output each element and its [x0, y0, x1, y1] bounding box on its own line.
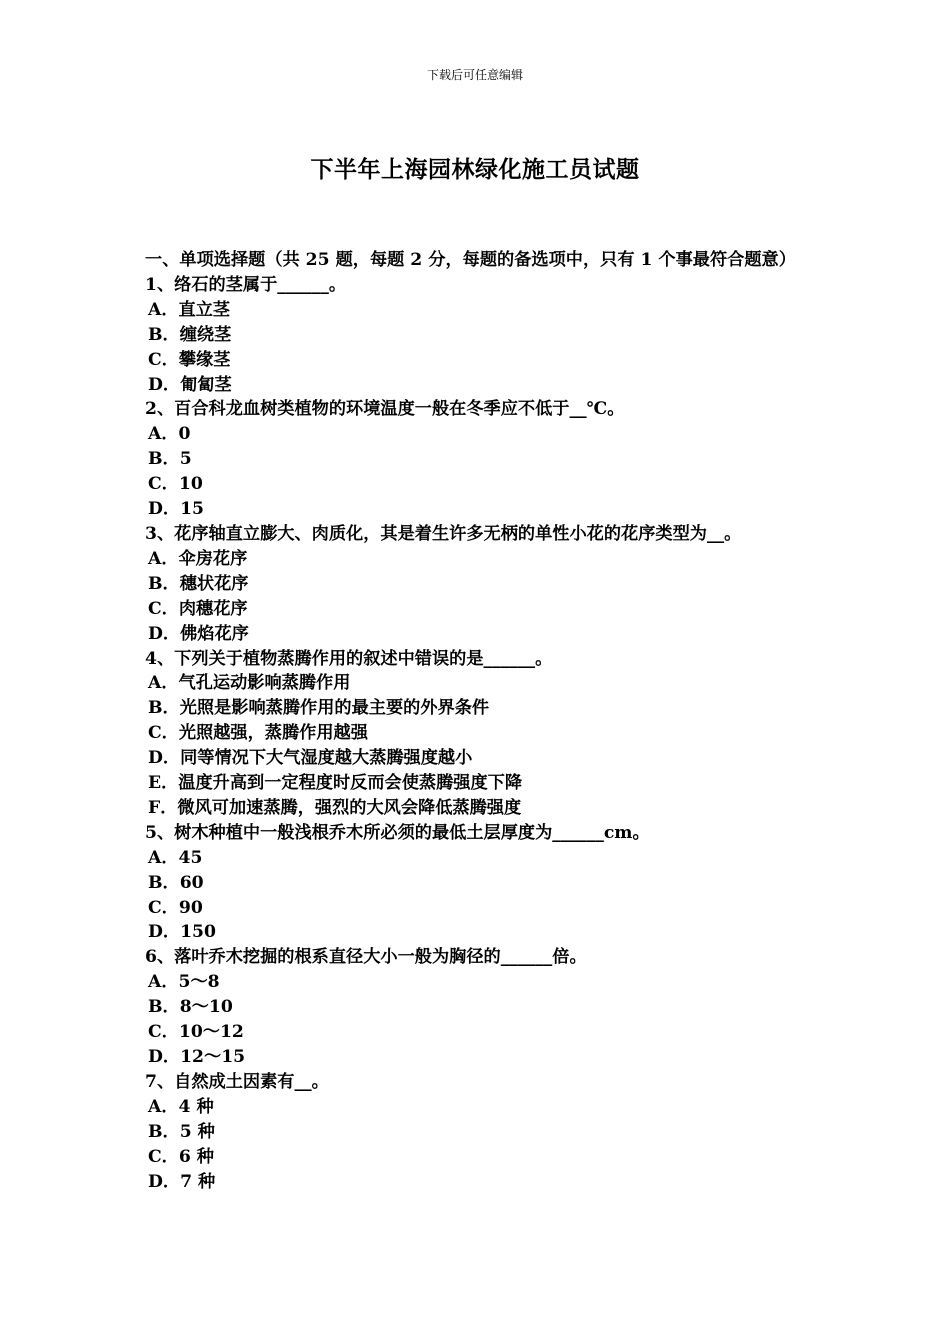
answer-option: D．匍匐茎 — [148, 374, 232, 395]
question-stem: 1、络石的茎属于______。 — [145, 274, 347, 295]
answer-option: D．同等情况下大气湿度越大蒸腾强度越小 — [148, 748, 473, 769]
question-stem: 6、落叶乔木挖掘的根系直径大小一般为胸径的______倍。 — [145, 947, 587, 968]
answer-option: D．佛焰花序 — [148, 623, 249, 644]
answer-option: B．5 种 — [148, 1121, 215, 1142]
question-item — [145, 273, 815, 398]
answer-option: F．微风可加速蒸腾，强烈的大风会降低蒸腾强度 — [148, 797, 522, 818]
question-stem: 2、百合科龙血树类植物的环境温度一般在冬季应不低于__℃。 — [145, 399, 625, 420]
question-item — [145, 647, 815, 821]
question-item — [145, 821, 815, 946]
question-item — [145, 397, 815, 522]
answer-option: C．90 — [148, 897, 203, 918]
document-body — [145, 248, 815, 1194]
question-item — [145, 945, 815, 1070]
question-stem: 7、自然成土因素有__。 — [145, 1071, 329, 1092]
answer-option: A．气孔运动影响蒸腾作用 — [148, 673, 351, 694]
answer-option: B．穗状花序 — [148, 573, 249, 594]
answer-option: C．攀缘茎 — [148, 349, 231, 370]
answer-option: B．缠绕茎 — [148, 324, 232, 345]
answer-option: E．温度升高到一定程度时反而会使蒸腾强度下降 — [148, 773, 523, 794]
answer-option: C．10 — [148, 474, 203, 495]
answer-option: A．伞房花序 — [148, 548, 248, 569]
answer-option: A．0 — [148, 424, 191, 445]
answer-option: C．10～12 — [148, 1022, 244, 1043]
answer-option: C．光照越强，蒸腾作用越强 — [148, 723, 368, 744]
answer-option: D．12～15 — [148, 1047, 246, 1067]
answer-option: D．15 — [148, 499, 205, 520]
header-note: 下载后可任意编辑 — [426, 68, 523, 82]
question-item — [145, 1070, 815, 1195]
answer-option: B．60 — [148, 872, 204, 893]
document-title: 下半年上海园林绿化施工员试题 — [310, 156, 640, 183]
question-item — [145, 522, 815, 647]
answer-option: A．4 种 — [148, 1096, 214, 1117]
question-list — [145, 273, 815, 1195]
answer-option: B．8～10 — [148, 997, 233, 1018]
section-heading: 一、单项选择题（共 25 题，每题 2 分，每题的备选项中，只有 1 个事最符合题意） — [145, 250, 796, 270]
answer-option: B．光照是影响蒸腾作用的最主要的外界条件 — [148, 698, 490, 719]
answer-option: A．直立茎 — [148, 299, 231, 320]
question-stem: 5、树木种植中一般浅根乔木所必须的最低土层厚度为______cm。 — [145, 822, 650, 843]
answer-option: A．5～8 — [148, 972, 220, 993]
answer-option: A．45 — [148, 847, 203, 868]
answer-option: D．7 种 — [148, 1171, 216, 1192]
answer-option: C．6 种 — [148, 1146, 214, 1167]
answer-option: C．肉穗花序 — [148, 598, 248, 619]
answer-option: B．5 — [148, 449, 192, 470]
question-stem: 3、花序轴直立膨大、肉质化，其是着生许多无柄的单性小花的花序类型为__。 — [145, 523, 742, 544]
answer-option: D．150 — [148, 922, 216, 943]
question-stem: 4、下列关于植物蒸腾作用的叙述中错误的是______。 — [145, 648, 553, 669]
